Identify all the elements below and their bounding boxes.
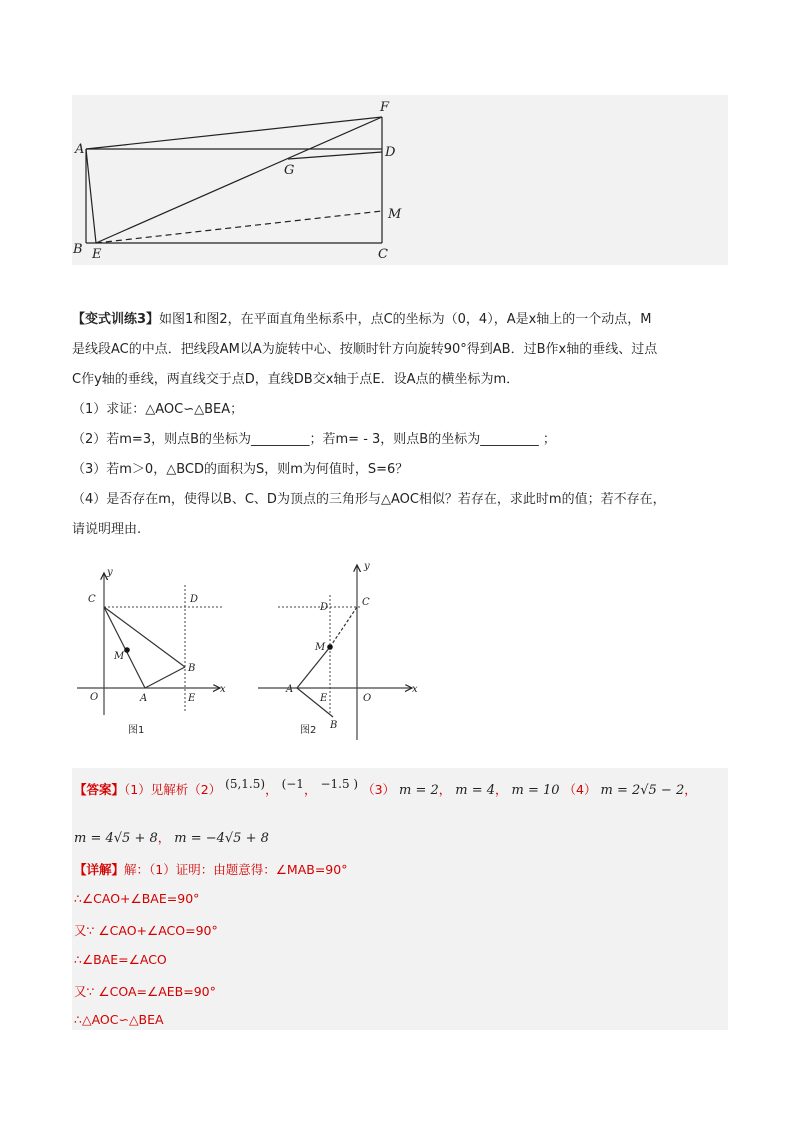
fig2-point-M xyxy=(327,644,333,650)
problem-text xyxy=(72,305,728,545)
proof-step-1: ∴∠CAO+∠BAE=90° xyxy=(74,891,200,906)
answer-m5: m = 4√5 + 8 xyxy=(74,831,158,846)
figure-1 xyxy=(77,567,226,736)
proof-step-2: 又∵ ∠CAO+∠ACO=90° xyxy=(74,923,218,938)
fig1-label-C: C xyxy=(88,594,96,605)
answer-m3: m = 10 xyxy=(511,783,560,798)
fig1-point-M xyxy=(124,647,130,653)
label-A: A xyxy=(75,142,85,157)
label-B: B xyxy=(73,242,83,257)
segment-EM-dashed xyxy=(96,211,382,243)
proof-step-3: ∴∠BAE=∠ACO xyxy=(74,952,167,967)
segment-AE xyxy=(86,149,96,243)
fig2-caption: 图2 xyxy=(300,725,317,736)
problem-intro-line3: C作y轴的垂线，两直线交于点D，直线DB交x轴于点E．设A点的横坐标为m． xyxy=(72,372,520,387)
fig1-label-M: M xyxy=(114,651,125,662)
answer-m1: m = 2 xyxy=(399,783,439,798)
fig1-label-B: B xyxy=(188,663,196,674)
answer-tag: 【答案】 xyxy=(74,782,125,797)
answer-part4: （4） xyxy=(563,782,597,797)
question-3: （3）若m＞0，△BCD的面积为S，则m为何值时，S=6？ xyxy=(72,462,409,477)
segment-GD xyxy=(288,152,382,159)
fig1-label-E: E xyxy=(188,693,196,704)
detail-tag: 【详解】 xyxy=(74,862,125,877)
answer-section xyxy=(72,768,728,1030)
answer-b1: (5,1.5) xyxy=(225,777,266,791)
answer-line-2: m = 4√5 + 8， m = −4√5 + 8 xyxy=(74,830,269,846)
fig2-segment-AM xyxy=(297,647,330,688)
fig2-label-x: x xyxy=(412,684,418,695)
figures-svg xyxy=(72,555,432,745)
rectangle-diagram xyxy=(72,95,728,265)
label-G: G xyxy=(284,163,295,178)
fig2-label-O: O xyxy=(363,693,372,704)
answer-part1-2: （1）见解析（2） xyxy=(124,782,222,797)
label-F: F xyxy=(380,100,390,115)
problem-tag: 【变式训练3】 xyxy=(72,312,160,327)
fig2-label-B: B xyxy=(330,720,338,731)
fig1-label-x: x xyxy=(220,684,226,695)
answer-line: 【答案】（1）见解析（2） (5,1.5)， (−1， −1.5 ) （3） m = 2， m = 4， m = 10 （4） m = 2√5 − 2， xyxy=(74,777,697,798)
segment-EF xyxy=(96,117,382,243)
answer-m4: m = 2√5 − 2 xyxy=(600,783,685,798)
question-4-line1: （4）是否存在m，使得以B、C、D为顶点的三角形与△AOC相似？若存在，求此时m的值；若不存在， xyxy=(72,492,666,507)
fig2-segment-MC xyxy=(330,607,357,647)
proof-step-5: ∴△AOC∽△BEA xyxy=(74,1012,164,1027)
answer-part3: （3） xyxy=(362,782,396,797)
answer-m6: m = −4√5 + 8 xyxy=(174,831,269,846)
question-4-line2: 请说明理由. xyxy=(72,522,142,537)
question-1: （1）求证：△AOC∽△BEA； xyxy=(72,402,244,417)
fig1-label-O: O xyxy=(90,692,99,703)
figure-2 xyxy=(258,561,418,740)
problem-intro-line2: 是线段AC的中点．把线段AM以A为旋转中心、按顺时针方向旋转90°得到AB．过B作x轴的垂线、过点 xyxy=(72,342,658,357)
fig2-label-C: C xyxy=(362,597,370,608)
fig1-segment-CA xyxy=(104,607,145,688)
fig1-caption: 图1 xyxy=(128,725,145,736)
question-2: （2）若m=3，则点B的坐标为_________；若m= - 3，则点B的坐标为_________ ； xyxy=(72,432,556,447)
label-E: E xyxy=(92,247,102,262)
proof-step-4: 又∵ ∠COA=∠AEB=90° xyxy=(74,984,216,999)
segment-AF xyxy=(86,117,382,149)
label-D: D xyxy=(385,145,396,160)
fig1-label-A: A xyxy=(140,693,148,704)
fig2-segment-AB xyxy=(297,688,333,717)
answer-m2: m = 4 xyxy=(455,783,496,798)
fig1-label-D: D xyxy=(190,594,199,605)
fig1-label-y: y xyxy=(107,567,113,578)
rectangle-figure xyxy=(72,95,728,265)
problem-intro-line1: 【变式训练3】如图1和图2，在平面直角坐标系中，点C的坐标为（0，4），A是x轴上的一个动点，M xyxy=(72,312,652,327)
answer-b2b: −1.5 ) xyxy=(320,777,359,791)
fig2-label-y: y xyxy=(364,561,370,572)
fig2-label-E: E xyxy=(320,693,328,704)
fig1-segment-AB xyxy=(145,667,185,688)
fig2-label-D: D xyxy=(320,602,329,613)
fig2-label-M: M xyxy=(315,642,326,653)
detail-line: 【详解】解：（1）证明：由题意得：∠MAB=90° xyxy=(74,862,348,877)
label-M: M xyxy=(388,207,402,222)
fig2-label-A: A xyxy=(286,684,294,695)
answer-b2a: (−1 xyxy=(281,777,304,791)
label-C: C xyxy=(378,247,388,262)
coordinate-figures xyxy=(72,555,432,745)
